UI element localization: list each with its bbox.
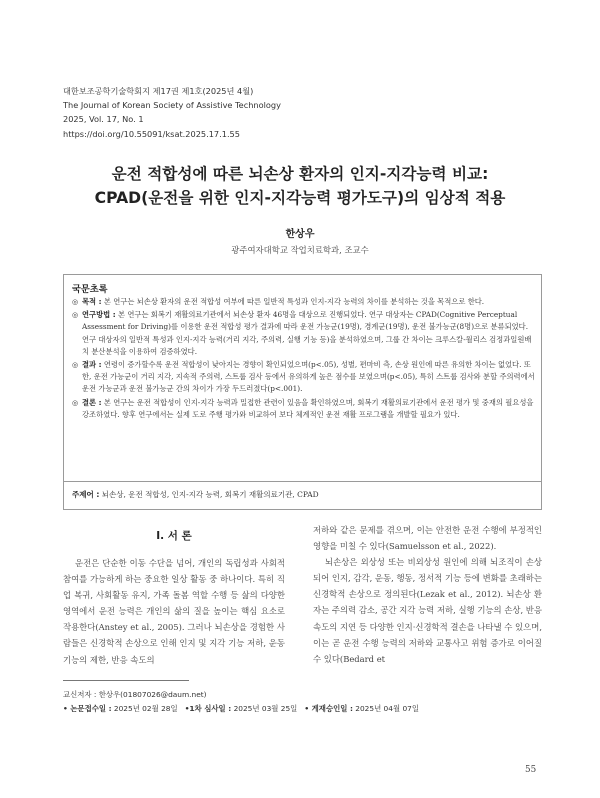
- bullet-icon: ◎: [72, 298, 79, 306]
- journal-volume: 2025, Vol. 17, No. 1: [63, 114, 144, 125]
- journal-name-korean: 대한보조공학기술학회지 제17권 제1호(2025년 4월): [63, 86, 254, 96]
- submission-dates: [63, 702, 419, 716]
- footnote-value: 한상우(01807026@daum.net): [96, 690, 207, 699]
- abstract-label: 목적 :: [82, 297, 102, 306]
- footnote-label: • 게재승인일 :: [304, 704, 353, 713]
- footnote-label: 교신저자 :: [63, 690, 97, 699]
- bullet-icon: ◎: [72, 311, 79, 320]
- abstract-heading: 국문초록: [72, 284, 108, 295]
- right-column: [313, 522, 542, 667]
- paper-title-line1: 운전 적합성에 따른 뇌손상 환자의 인지-지각능력 비교:: [111, 165, 489, 183]
- paragraph: 저하와 같은 문제를 겪으며, 이는 안전한 운전 수행에 부정적인 영향을 미칠 수 있다(Samuelsson et al., 2022).: [313, 525, 542, 552]
- abstract-label: 연구방법 :: [82, 310, 116, 320]
- footnotes: [63, 688, 419, 716]
- keywords-text: 뇌손상, 운전 적합성, 인지-지각 능력, 회복기 재활의료기관, CPAD: [99, 490, 319, 499]
- footnote-value: 2025년 02월 28일: [111, 704, 178, 713]
- abstract-label: 결론 :: [82, 397, 102, 407]
- keywords-divider: [63, 481, 542, 482]
- footnote-label: • 논문접수일 :: [63, 704, 112, 713]
- keywords-label: 주제어 :: [72, 490, 100, 499]
- journal-header: [63, 84, 281, 141]
- paragraph: 뇌손상은 외상성 또는 비외상성 원인에 의해 뇌조직이 손상되어 인지, 감각, 운동, 행동, 정서적 기능 등에 변화를 초래하는 신경학적 손상으로 정의된다(Lezak et al., 2012). 뇌손상 환자는 주의력 감소, 공간 지각 능력 저하, 실행 기능의 손상, 반응 속도의 지연 등 다양한 인지·신경학적 결손을 나타낼 수 있으며, 이는 곧 운전 수행 능력의 저하와 교통사고 위험 증가로 이어질 수 있다(Bedard et: [313, 557, 542, 664]
- abstract-results: [72, 359, 535, 396]
- footnote-label: •1차 심사일 :: [184, 704, 232, 713]
- section-heading: Ⅰ. 서 론: [156, 530, 192, 542]
- corresponding-author: [63, 688, 419, 702]
- abstract-text: 본 연구는 회복기 재활의료기관에서 뇌손상 환자 46명을 대상으로 진행되었다. 연구 대상자는 CPAD(Cognitive Perceptual Assessment for Driving)를 이용한 운전 적합성 평가 결과에 따라 운전 가능군(19명), 경계군(19명), 운전 불가능군(8명)으로 분류되었다. 연구 대상자의 일반적 특성과 인지-지각 능력(거리 지각, 주의력, 실행 기능 등)을 분석하였으며, 그룹 간 차이는 크루스칼-월리스 검정과일원배치 분산분석을 이용하여 검증하였다.: [82, 310, 532, 356]
- abstract-text: 본 연구는 운전 적합성이 인지-지각 능력과 밀접한 관련이 있음을 확인하였으며, 회복기 재활의료기관에서 운전 평가 및 중재의 필요성을 강조하였다. 향후 연구에서는 실제 도로 주행 평가와 비교하여 보다 체계적인 운전 재활 프로그램을 개발할 필요가 있다.: [82, 397, 534, 419]
- bullet-icon: ◎: [72, 398, 79, 407]
- footnote-value: 2025년 03월 25일: [231, 704, 298, 713]
- abstract-label: 결과 :: [82, 360, 102, 370]
- paragraph: 운전은 단순한 이동 수단을 넘어, 개인의 독립성과 사회적 참여를 가능하게 하는 중요한 일상 활동 중 하나이다. 특히 직업 복귀, 사회활동 유지, 가족 돌봄 역할 수행 등 삶의 다양한 영역에서 운전 능력은 개인의 삶의 질을 높이는 핵심 요소로 작용한다(Anstey et al., 2005). 그러나 뇌손상을 경험한 사람들은 신경학적 손상으로 인해 인지 및 지각 기능 저하, 운동 기능의 제한, 반응 속도의: [63, 558, 285, 665]
- bullet-icon: ◎: [72, 361, 79, 370]
- footnote-value: 2025년 04월 07일: [352, 704, 419, 713]
- abstract-conclusion: [72, 397, 535, 421]
- author-affiliation: 광주여자대학교 작업치료학과, 조교수: [231, 245, 369, 255]
- abstract-text: 본 연구는 뇌손상 환자의 운전 적합성 여부에 따른 일반적 특성과 인지-지각 능력의 차이를 분석하는 것을 목적으로 한다.: [101, 297, 485, 306]
- doi-link[interactable]: https://doi.org/10.55091/ksat.2025.17.1.55: [63, 128, 240, 139]
- paper-title-line2: CPAD(운전을 위한 인지-지각능력 평가도구)의 임상적 적용: [94, 189, 506, 207]
- abstract-methods: [72, 309, 535, 358]
- page-number: 55: [525, 765, 537, 775]
- abstract-body: [72, 296, 535, 422]
- author-name: 한상우: [285, 229, 315, 240]
- journal-name-english: The Journal of Korean Society of Assistive Technology: [63, 100, 281, 111]
- abstract-text: 연령이 증가할수록 운전 적합성이 낮아지는 경향이 확인되었으며(p<.05), 성별, 편마비 측, 손상 원인에 따른 유의한 차이는 없었다. 또한, 운전 가능군이 거리 지각, 지속적 주의력, 스트룹 검사 등에서 유의하게 높은 점수를 보였으며(p<.05), 특히 스트룹 검사와 분할 주의력에서 운전 가능군과 운전 불가능군 간의 차이가 가장 두드러졌다(p<.001).: [82, 360, 535, 394]
- left-column: [63, 555, 285, 668]
- abstract-purpose: [72, 296, 535, 308]
- footnote-divider: [63, 680, 189, 681]
- keywords: [72, 489, 319, 500]
